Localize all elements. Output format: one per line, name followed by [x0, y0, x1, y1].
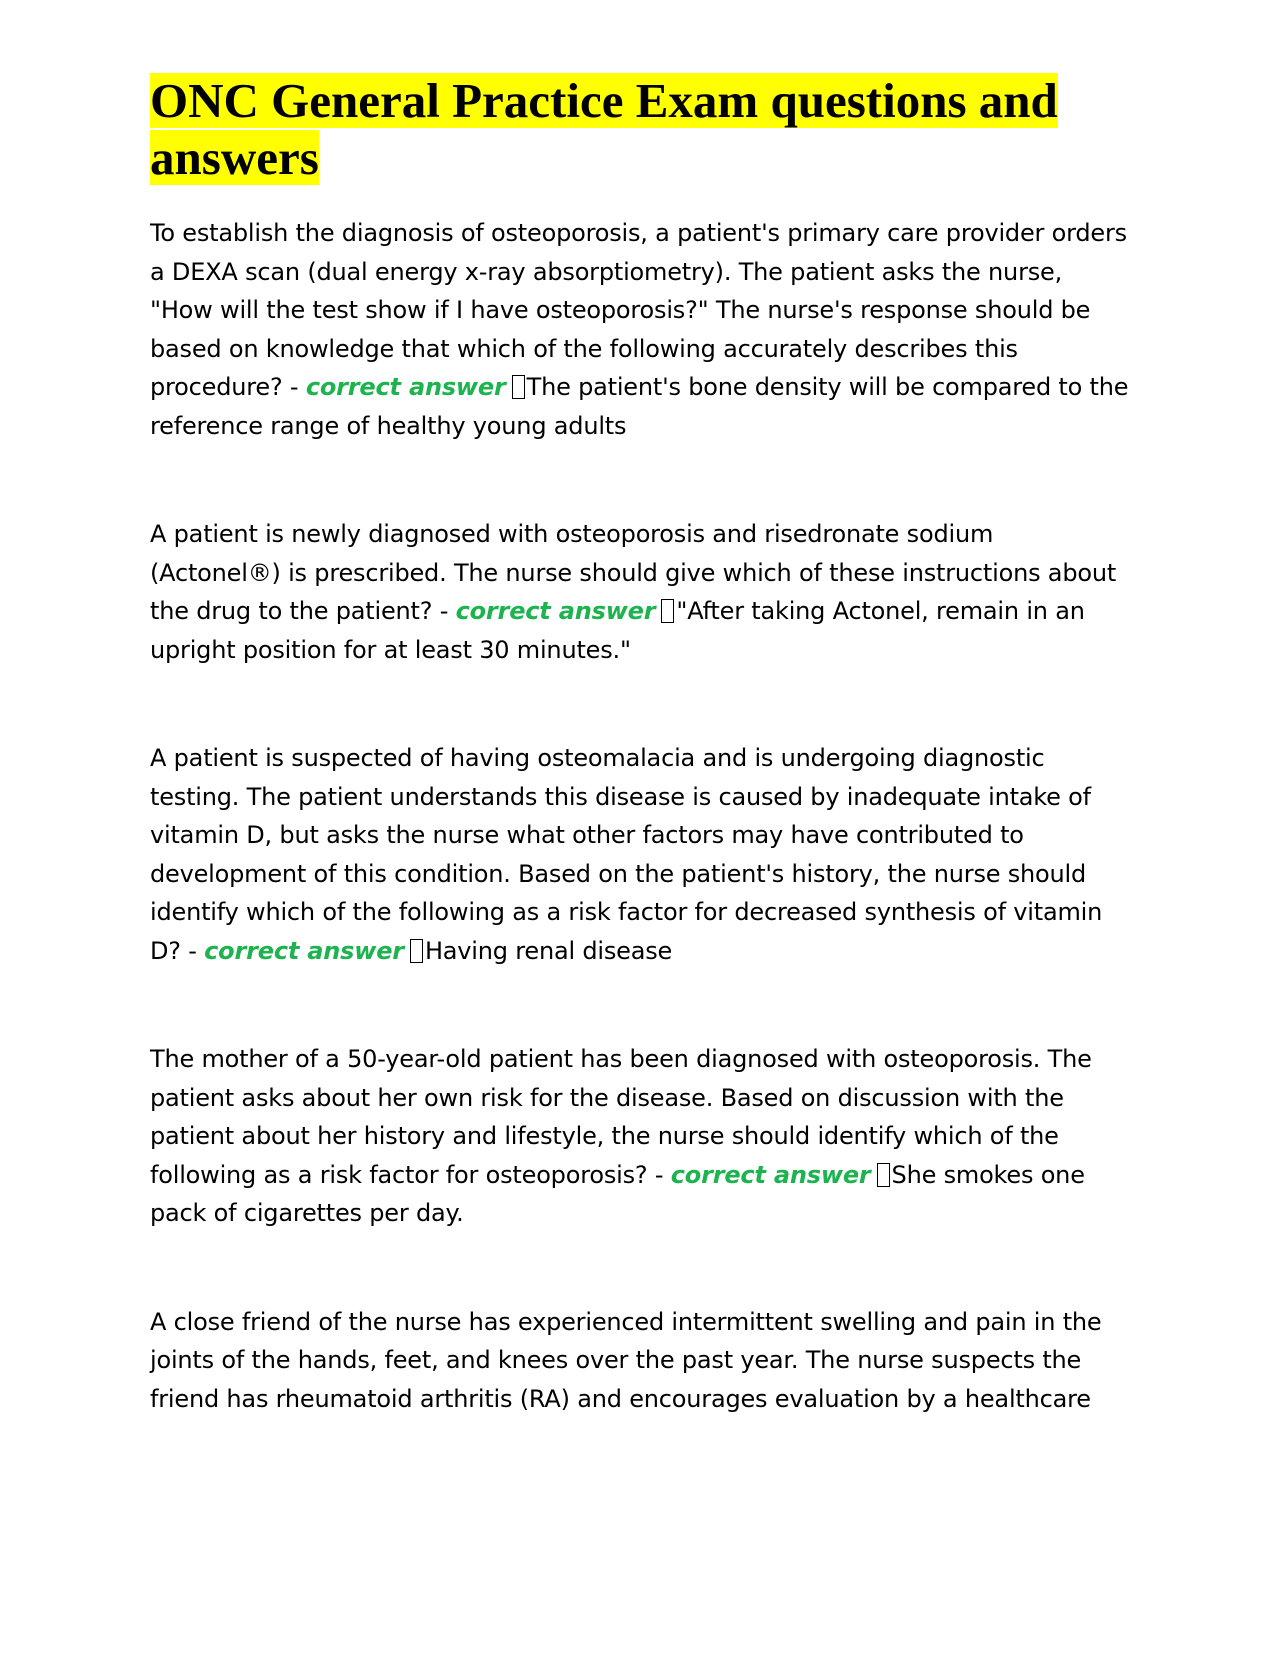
document-page — [150, 72, 1130, 1418]
answer-text: "After taking Actonel, remain in an upright position for at least 30 minutes." — [150, 597, 1085, 664]
correct-answer-label: correct answer — [305, 373, 506, 401]
correct-answer-label: correct answer — [670, 1160, 871, 1189]
missing-glyph-icon — [661, 599, 674, 623]
answer-text: Having renal disease — [424, 936, 673, 965]
answer-text: The patient's bone density will be compared to the reference range of healthy young adults — [150, 373, 1129, 440]
question-text: A patient is newly diagnosed with osteoporosis and risedronate sodium (Actonel®) is prescribed. The nurse should give which of these instructions about the drug to the patient? - — [150, 520, 1117, 625]
question-text: The mother of a 50-year-old patient has been diagnosed with osteoporosis. The patient asks about her own risk for the disease. Based on discussion with the patient about her history and lifestyle, the nurse should identify which of the following as a risk factor for osteoporosis? - — [150, 1045, 1092, 1189]
missing-glyph-icon — [877, 1163, 890, 1187]
answer-text: She smokes one pack of cigarettes per day. — [150, 1160, 1085, 1227]
qa-item — [150, 1303, 1130, 1419]
question-text: To establish the diagnosis of osteoporosis, a patient's primary care provider orders a DEXA scan (dual energy x-ray absorptiometry). The patient asks the nurse, "How will the test show if I have osteoporosis?" The nurse's response should be based on knowledge that which of the following accurately describes this procedure? - — [150, 219, 1127, 401]
question-text: A patient is suspected of having osteomalacia and is undergoing diagnostic testing. The patient understands this disease is caused by inadequate intake of vitamin D, but asks the nurse what other factors may have contributed to development of this condition. Based on the patient's history, the nurse should identify which of the following as a risk factor for decreased synthesis of vitamin D? - — [150, 744, 1103, 965]
qa-item — [150, 515, 1130, 669]
document-title — [150, 72, 1130, 186]
qa-item — [150, 214, 1130, 445]
qa-item — [150, 1040, 1130, 1233]
correct-answer-label: correct answer — [204, 936, 404, 965]
document-title-text: ONC General Practice Exam questions and answers — [150, 73, 1058, 185]
question-text: A close friend of the nurse has experienced intermittent swelling and pain in the joints of the hands, feet, and knees over the past year. The nurse suspects the friend has rheumatoid arthritis (RA) and encourages evaluation by a healthcare — [150, 1307, 1102, 1413]
qa-item — [150, 739, 1130, 970]
correct-answer-label: correct answer — [455, 597, 656, 625]
missing-glyph-icon — [410, 939, 423, 963]
missing-glyph-icon — [512, 375, 525, 399]
